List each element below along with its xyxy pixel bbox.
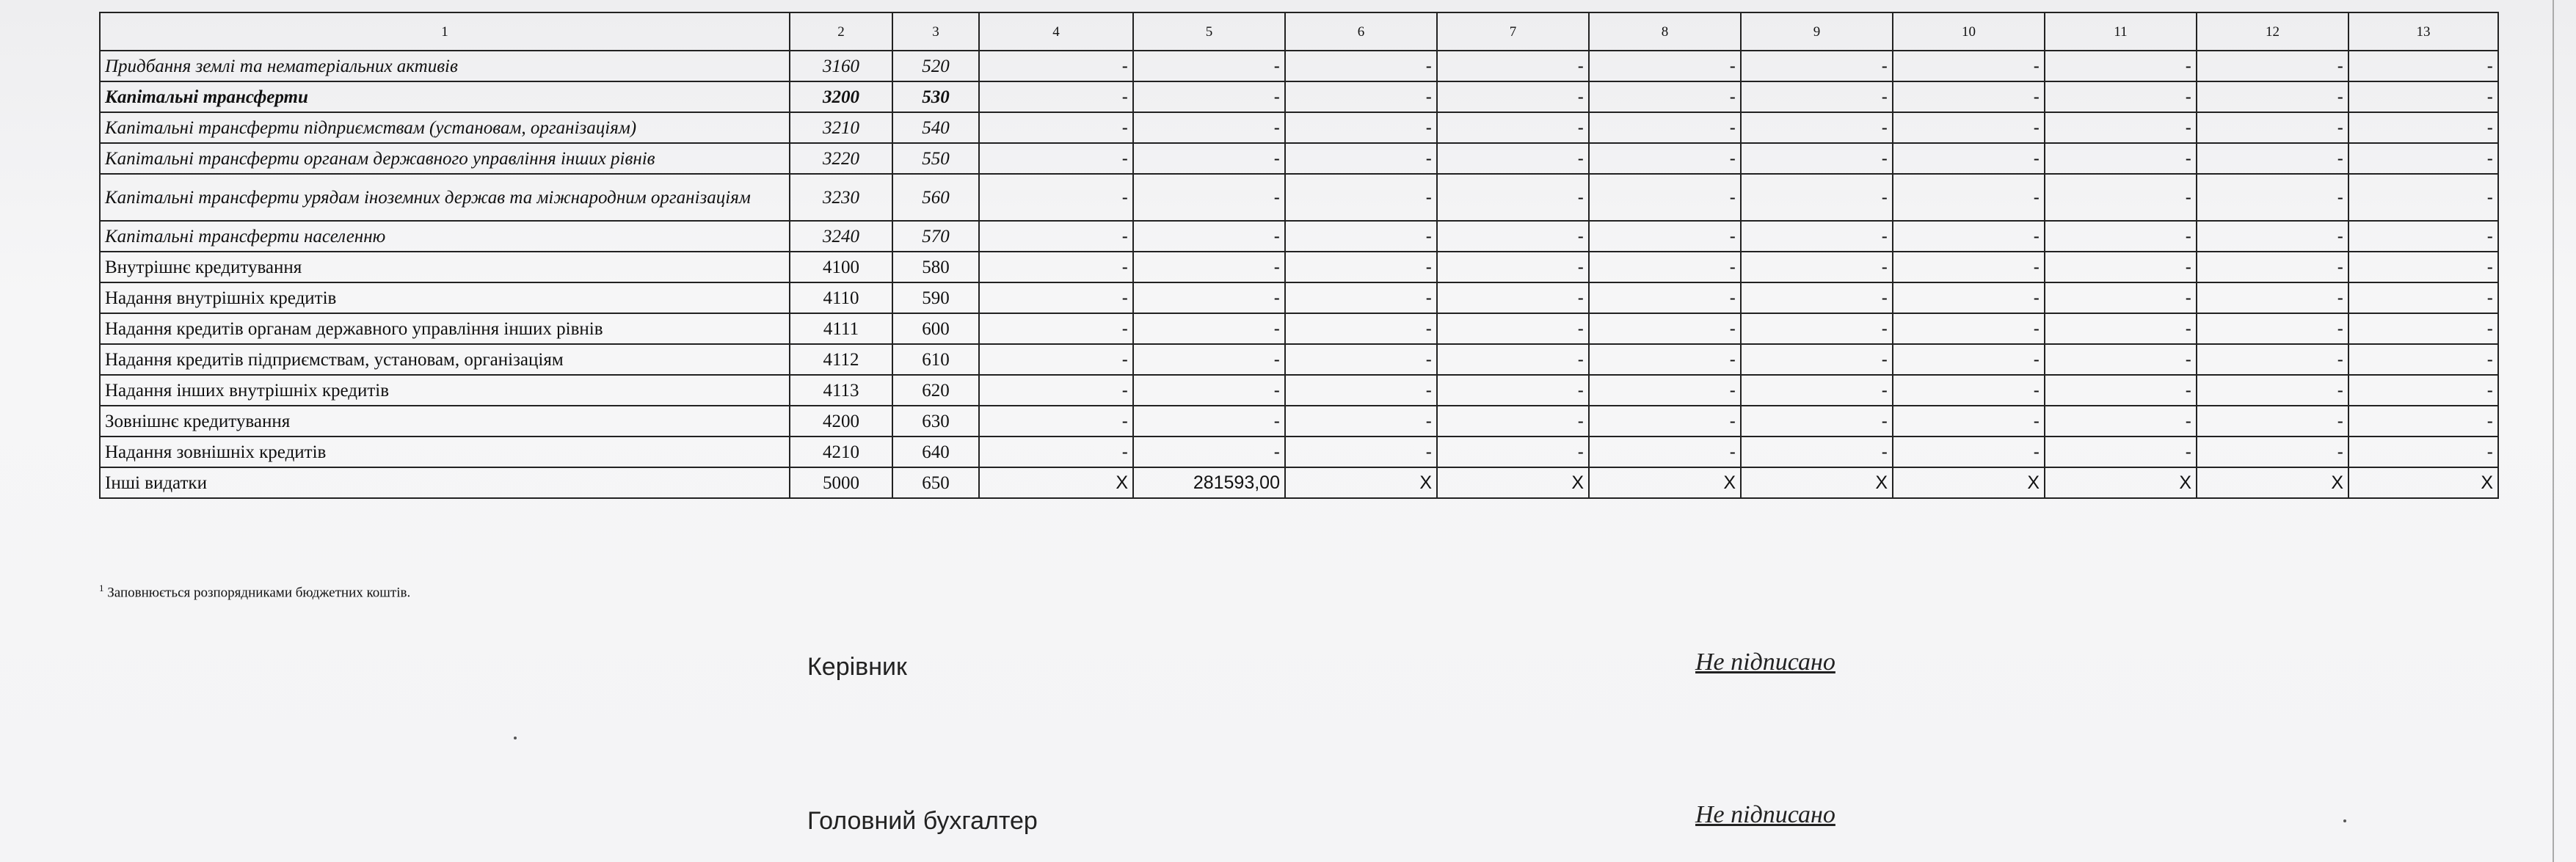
column-header: 1 <box>100 12 790 51</box>
row-name: Зовнішнє кредитування <box>100 406 790 437</box>
row-value-cell: - <box>1437 252 1589 282</box>
row-value-cell: - <box>1589 112 1741 143</box>
signature-status-director: Не підписано <box>1695 649 1835 676</box>
table-row <box>100 282 2498 313</box>
row-name: Внутрішнє кредитування <box>100 252 790 282</box>
row-value-cell: - <box>1285 406 1437 437</box>
row-value-cell: - <box>979 437 1133 467</box>
row-value-cell: - <box>1893 375 2045 406</box>
row-value-cell: - <box>1437 51 1589 81</box>
row-value-cell: - <box>2045 51 2197 81</box>
row-value-cell: - <box>1285 252 1437 282</box>
row-code: 4110 <box>790 282 892 313</box>
row-value-cell: - <box>979 375 1133 406</box>
row-value-cell: - <box>1741 174 1893 221</box>
row-value-cell: - <box>1133 344 1285 375</box>
row-value-cell: - <box>1285 174 1437 221</box>
row-value-cell: - <box>1133 313 1285 344</box>
row-value-cell: - <box>1437 313 1589 344</box>
table-row <box>100 112 2498 143</box>
row-value-cell: - <box>2348 282 2498 313</box>
row-value-cell: - <box>1589 282 1741 313</box>
row-value-cell: Х <box>1893 467 2045 498</box>
row-line-code: 650 <box>892 467 979 498</box>
row-value-cell: - <box>1741 81 1893 112</box>
row-value-cell: - <box>1589 375 1741 406</box>
row-code: 3210 <box>790 112 892 143</box>
row-code: 3200 <box>790 81 892 112</box>
ink-speck <box>514 737 517 739</box>
row-value-cell: - <box>2045 313 2197 344</box>
row-value-cell: - <box>1741 143 1893 174</box>
row-value-cell: - <box>1893 437 2045 467</box>
row-name: Капітальні трансферти урядам іноземних держав та міжнародним організаціям <box>100 174 790 221</box>
row-value-cell: - <box>1589 437 1741 467</box>
row-code: 4112 <box>790 344 892 375</box>
ink-speck <box>2343 819 2346 822</box>
row-value-cell: - <box>1589 174 1741 221</box>
column-header: 7 <box>1437 12 1589 51</box>
row-name: Надання внутрішніх кредитів <box>100 282 790 313</box>
row-value-cell: - <box>1437 112 1589 143</box>
row-name: Придбання землі та нематеріальних активів <box>100 51 790 81</box>
row-value-cell: - <box>979 221 1133 252</box>
table-row <box>100 467 2498 498</box>
row-value-cell: - <box>1133 221 1285 252</box>
signature-status-chief-accountant: Не підписано <box>1695 801 1835 828</box>
row-value-cell: - <box>1437 143 1589 174</box>
row-value-cell: - <box>1285 221 1437 252</box>
row-value-cell: - <box>1741 406 1893 437</box>
column-header: 12 <box>2197 12 2348 51</box>
column-header: 8 <box>1589 12 1741 51</box>
row-value-cell: - <box>1589 221 1741 252</box>
row-line-code: 520 <box>892 51 979 81</box>
row-value-cell: - <box>2348 375 2498 406</box>
column-header: 6 <box>1285 12 1437 51</box>
row-value-cell: - <box>1285 143 1437 174</box>
row-value-cell: - <box>1285 112 1437 143</box>
row-value-cell: - <box>1893 81 2045 112</box>
column-header: 10 <box>1893 12 2045 51</box>
row-value-cell: - <box>2197 221 2348 252</box>
row-value-cell: - <box>2197 282 2348 313</box>
row-code: 4200 <box>790 406 892 437</box>
column-header: 11 <box>2045 12 2197 51</box>
row-value-cell: - <box>979 174 1133 221</box>
row-value-cell: - <box>1133 437 1285 467</box>
row-value-cell: - <box>1893 174 2045 221</box>
table-row <box>100 313 2498 344</box>
row-value-cell: - <box>1741 252 1893 282</box>
row-value-cell: - <box>2045 375 2197 406</box>
row-value-cell: - <box>1133 252 1285 282</box>
row-name: Надання зовнішніх кредитів <box>100 437 790 467</box>
row-value-cell: - <box>1589 406 1741 437</box>
row-value-cell: - <box>2197 143 2348 174</box>
row-value-cell: - <box>1893 252 2045 282</box>
row-value-cell: - <box>1437 81 1589 112</box>
row-value-cell: Х <box>2197 467 2348 498</box>
row-value-cell: - <box>2045 406 2197 437</box>
page-edge-line <box>2553 0 2554 862</box>
row-name: Капітальні трансферти підприємствам (установам, організаціям) <box>100 112 790 143</box>
row-code: 3240 <box>790 221 892 252</box>
row-line-code: 630 <box>892 406 979 437</box>
table-row <box>100 252 2498 282</box>
row-value-cell: - <box>1589 313 1741 344</box>
row-value-cell: - <box>1133 81 1285 112</box>
row-value-cell: - <box>2348 252 2498 282</box>
row-value-cell: - <box>1285 282 1437 313</box>
row-line-code: 600 <box>892 313 979 344</box>
signature-role-chief-accountant: Головний бухгалтер <box>807 807 1038 835</box>
row-value-cell: - <box>2348 174 2498 221</box>
row-line-code: 580 <box>892 252 979 282</box>
row-value-cell: - <box>1133 174 1285 221</box>
column-header: 4 <box>979 12 1133 51</box>
row-code: 5000 <box>790 467 892 498</box>
row-value-cell: - <box>2045 252 2197 282</box>
row-value-cell: - <box>979 344 1133 375</box>
row-value-cell: - <box>1285 375 1437 406</box>
row-value-cell: - <box>2348 344 2498 375</box>
row-line-code: 620 <box>892 375 979 406</box>
row-value-cell: - <box>1741 282 1893 313</box>
row-value-cell: - <box>1133 282 1285 313</box>
row-value-cell: - <box>2348 437 2498 467</box>
row-value-cell: - <box>2348 406 2498 437</box>
row-value-cell: - <box>1437 221 1589 252</box>
column-header: 3 <box>892 12 979 51</box>
row-value-cell: - <box>1437 437 1589 467</box>
row-value-cell: - <box>1741 375 1893 406</box>
table-row <box>100 221 2498 252</box>
row-value-cell: - <box>1285 437 1437 467</box>
row-code: 3220 <box>790 143 892 174</box>
table-row <box>100 344 2498 375</box>
column-header: 2 <box>790 12 892 51</box>
row-line-code: 550 <box>892 143 979 174</box>
row-line-code: 560 <box>892 174 979 221</box>
row-line-code: 610 <box>892 344 979 375</box>
row-name: Капітальні трансферти населенню <box>100 221 790 252</box>
row-value-cell: - <box>979 51 1133 81</box>
row-value-cell: - <box>1285 81 1437 112</box>
row-code: 4100 <box>790 252 892 282</box>
row-value-cell: - <box>1741 112 1893 143</box>
row-value-cell: - <box>2197 437 2348 467</box>
table-row <box>100 143 2498 174</box>
row-value-cell: - <box>2348 313 2498 344</box>
row-value-cell: - <box>979 81 1133 112</box>
row-value-cell: - <box>979 406 1133 437</box>
row-value-cell: - <box>2197 313 2348 344</box>
row-name: Капітальні трансферти <box>100 81 790 112</box>
row-value-cell: - <box>2197 375 2348 406</box>
column-header: 13 <box>2348 12 2498 51</box>
row-value-cell: - <box>1437 375 1589 406</box>
row-value-cell: - <box>1437 174 1589 221</box>
row-value-cell: - <box>1285 344 1437 375</box>
row-value-cell: - <box>1589 344 1741 375</box>
row-value-cell: - <box>1741 437 1893 467</box>
row-value-cell: - <box>1437 344 1589 375</box>
row-value-cell: - <box>1589 81 1741 112</box>
table-row <box>100 406 2498 437</box>
row-value-cell: - <box>1133 143 1285 174</box>
table-row <box>100 81 2498 112</box>
footnote-mark: 1 <box>99 582 104 593</box>
row-value-cell: Х <box>2045 467 2197 498</box>
row-value-cell: Х <box>1741 467 1893 498</box>
footnote <box>99 582 410 601</box>
row-value-cell: - <box>1893 143 2045 174</box>
row-value-cell: - <box>1437 406 1589 437</box>
row-value-cell: - <box>1437 282 1589 313</box>
row-value-cell: - <box>2197 406 2348 437</box>
row-value-cell: - <box>2045 112 2197 143</box>
row-value-cell: - <box>2045 81 2197 112</box>
row-value-cell: - <box>1589 51 1741 81</box>
row-value-cell: - <box>1133 406 1285 437</box>
row-value-cell: - <box>2045 174 2197 221</box>
row-code: 4113 <box>790 375 892 406</box>
table-row <box>100 375 2498 406</box>
row-value-cell: - <box>1893 51 2045 81</box>
row-value-cell: - <box>2197 112 2348 143</box>
row-value-cell: - <box>1893 406 2045 437</box>
row-value-cell: - <box>2197 51 2348 81</box>
row-code: 4210 <box>790 437 892 467</box>
row-value-cell: Х <box>1589 467 1741 498</box>
row-value-cell: - <box>979 282 1133 313</box>
row-value-cell: - <box>1741 313 1893 344</box>
row-value-cell: - <box>1893 313 2045 344</box>
row-value-cell: - <box>2045 344 2197 375</box>
row-name: Надання інших внутрішніх кредитів <box>100 375 790 406</box>
row-value-cell: - <box>1893 344 2045 375</box>
row-value-cell: - <box>1741 344 1893 375</box>
row-value-cell: - <box>979 252 1133 282</box>
row-value-cell: - <box>2348 81 2498 112</box>
row-line-code: 540 <box>892 112 979 143</box>
column-header: 9 <box>1741 12 1893 51</box>
row-name: Інші видатки <box>100 467 790 498</box>
row-value-cell: - <box>979 112 1133 143</box>
row-value-cell: - <box>2045 282 2197 313</box>
row-value-cell: Х <box>2348 467 2498 498</box>
row-value-cell: - <box>1589 143 1741 174</box>
row-value-cell: - <box>2348 221 2498 252</box>
row-value-cell: - <box>1133 375 1285 406</box>
row-value-cell: - <box>1741 51 1893 81</box>
row-value-cell: - <box>979 313 1133 344</box>
row-value-cell: Х <box>1437 467 1589 498</box>
row-value-cell: - <box>2348 51 2498 81</box>
row-value-cell: - <box>1133 112 1285 143</box>
row-value-cell: - <box>1893 221 2045 252</box>
row-value-cell: Х <box>979 467 1133 498</box>
row-value-cell: - <box>1285 313 1437 344</box>
row-value-cell: 281593,00 <box>1133 467 1285 498</box>
table-row <box>100 51 2498 81</box>
row-value-cell: - <box>2197 81 2348 112</box>
row-value-cell: - <box>2348 143 2498 174</box>
row-value-cell: - <box>2197 252 2348 282</box>
row-value-cell: - <box>2197 344 2348 375</box>
row-name: Капітальні трансферти органам державного управління інших рівнів <box>100 143 790 174</box>
row-code: 4111 <box>790 313 892 344</box>
row-line-code: 570 <box>892 221 979 252</box>
row-value-cell: - <box>2348 112 2498 143</box>
row-line-code: 590 <box>892 282 979 313</box>
row-value-cell: - <box>1893 112 2045 143</box>
footnote-text: Заповнюється розпорядниками бюджетних коштів. <box>107 585 411 601</box>
expenditure-report-table <box>99 12 2499 499</box>
row-value-cell: - <box>1893 282 2045 313</box>
row-value-cell: - <box>2045 143 2197 174</box>
row-value-cell: - <box>2045 437 2197 467</box>
column-header: 5 <box>1133 12 1285 51</box>
signature-role-director: Керівник <box>807 653 907 681</box>
row-value-cell: - <box>1133 51 1285 81</box>
row-value-cell: - <box>1741 221 1893 252</box>
row-value-cell: - <box>1285 51 1437 81</box>
row-value-cell: - <box>1589 252 1741 282</box>
row-value-cell: Х <box>1285 467 1437 498</box>
row-code: 3230 <box>790 174 892 221</box>
row-line-code: 640 <box>892 437 979 467</box>
row-value-cell: - <box>2197 174 2348 221</box>
row-value-cell: - <box>2045 221 2197 252</box>
row-name: Надання кредитів підприємствам, установам, організаціям <box>100 344 790 375</box>
table-row <box>100 437 2498 467</box>
row-code: 3160 <box>790 51 892 81</box>
table-row <box>100 174 2498 221</box>
row-line-code: 530 <box>892 81 979 112</box>
row-value-cell: - <box>979 143 1133 174</box>
row-name: Надання кредитів органам державного управління інших рівнів <box>100 313 790 344</box>
column-number-header-row <box>100 12 2498 51</box>
